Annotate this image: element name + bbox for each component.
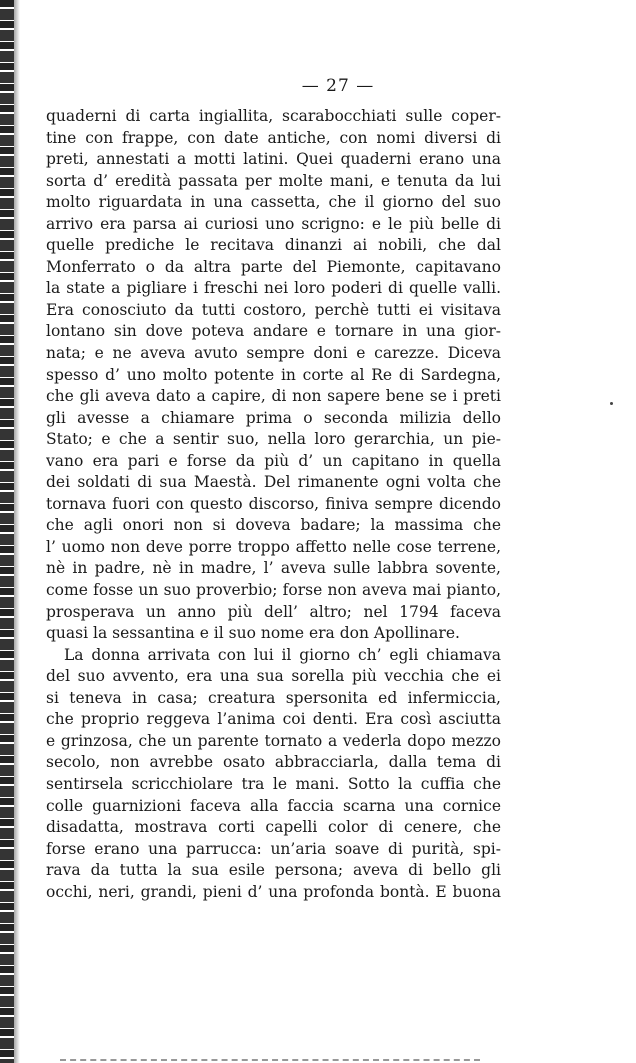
text-line: preti, annestati a motti latini. Quei quaderni erano una	[46, 150, 501, 169]
text-line: tine con frappe, con date antiche, con nomi diversi di	[46, 128, 501, 147]
text-line: e grinzosa, che un parente tornato a vederla dopo mezzo	[46, 731, 501, 750]
page-number: — 27 —	[301, 76, 375, 96]
scan-speck	[610, 402, 613, 405]
text-line: La donna arrivata con lui il giorno ch’ egli chiamava	[64, 645, 501, 664]
scan-bottom-edge	[60, 1055, 480, 1061]
text-line: tornava fuori con questo discorso, finiva sempre dicendo	[46, 494, 501, 513]
text-line: sorta d’ eredità passata per molte mani, e tenuta da lui	[46, 171, 501, 190]
text-line: forse erano una parrucca: un’aria soave di purità, spi-	[46, 839, 501, 858]
text-line: lontano sin dove poteva andare e tornare in una gior-	[46, 322, 501, 341]
text-line: colle guarnizioni faceva alla faccia scarna una cornice	[46, 796, 501, 815]
text-line: quelle prediche le recitava dinanzi ai nobili, che dal	[46, 236, 501, 255]
text-line: dei soldati di sua Maestà. Del rimanente ogni volta che	[46, 473, 501, 492]
text-line: nata; e ne aveva avuto sempre doni e carezze. Diceva	[46, 344, 501, 363]
text-line: come fosse un suo proverbio; forse non aveva mai pianto,	[46, 581, 501, 600]
binding-shadow	[14, 0, 20, 1063]
text-line: Era conosciuto da tutti costoro, perchè tutti ei visitava	[46, 300, 501, 319]
body-text	[46, 106, 501, 903]
text-line: si teneva in casa; creatura spersonita ed infermiccia,	[46, 688, 501, 707]
text-line: gli avesse a chiamare prima o seconda milizia dello	[46, 408, 501, 427]
text-line: quasi la sessantina e il suo nome era don Apollinare.	[46, 624, 460, 643]
text-line: Monferrato o da altra parte del Piemonte, capitavano	[46, 257, 501, 276]
text-line: nè in padre, nè in madre, l’ aveva sulle labbra sovente,	[46, 559, 501, 578]
text-line: la state a pigliare i freschi nei loro poderi di quelle valli.	[46, 279, 501, 298]
text-line: arrivo era parsa ai curiosi uno scrigno: e le più belle di	[46, 214, 501, 233]
text-line: che gli aveva dato a capire, di non sapere bene se i preti	[46, 387, 501, 406]
text-line: che agli onori non si doveva badare; la massima che	[46, 516, 501, 535]
text-line: occhi, neri, grandi, pieni d’ una profonda bontà. E buona	[46, 882, 501, 901]
text-line: vano era pari e forse da più d’ un capitano in quella	[46, 451, 501, 470]
text-line: l’ uomo non deve porre troppo affetto nelle cose terrene,	[46, 537, 501, 556]
text-line: del suo avvento, era una sua sorella più vecchia che ei	[46, 667, 501, 686]
text-line: spesso d’ uno molto potente in corte al Re di Sardegna,	[46, 365, 501, 384]
text-line: sentirsela scricchiolare tra le mani. Sotto la cuffia che	[46, 774, 501, 793]
text-line: secolo, non avrebbe osato abbracciarla, dalla tema di	[46, 753, 501, 772]
text-line: prosperava un anno più dell’ altro; nel 1794 faceva	[46, 602, 501, 621]
text-line: molto riguardata in una cassetta, che il giorno del suo	[46, 193, 501, 212]
text-line: rava da tutta la sua esile persona; aveva di bello gli	[46, 861, 501, 880]
text-line: disadatta, mostrava corti capelli color di cenere, che	[46, 818, 501, 837]
text-line: Stato; e che a sentir suo, nella loro gerarchia, un pie-	[46, 430, 501, 449]
binding-edge	[0, 0, 14, 1063]
text-line: quaderni di carta ingiallita, scarabocchiati sulle coper-	[46, 107, 501, 125]
text-line: che proprio reggeva l’anima coi denti. Era così asciutta	[46, 710, 501, 729]
